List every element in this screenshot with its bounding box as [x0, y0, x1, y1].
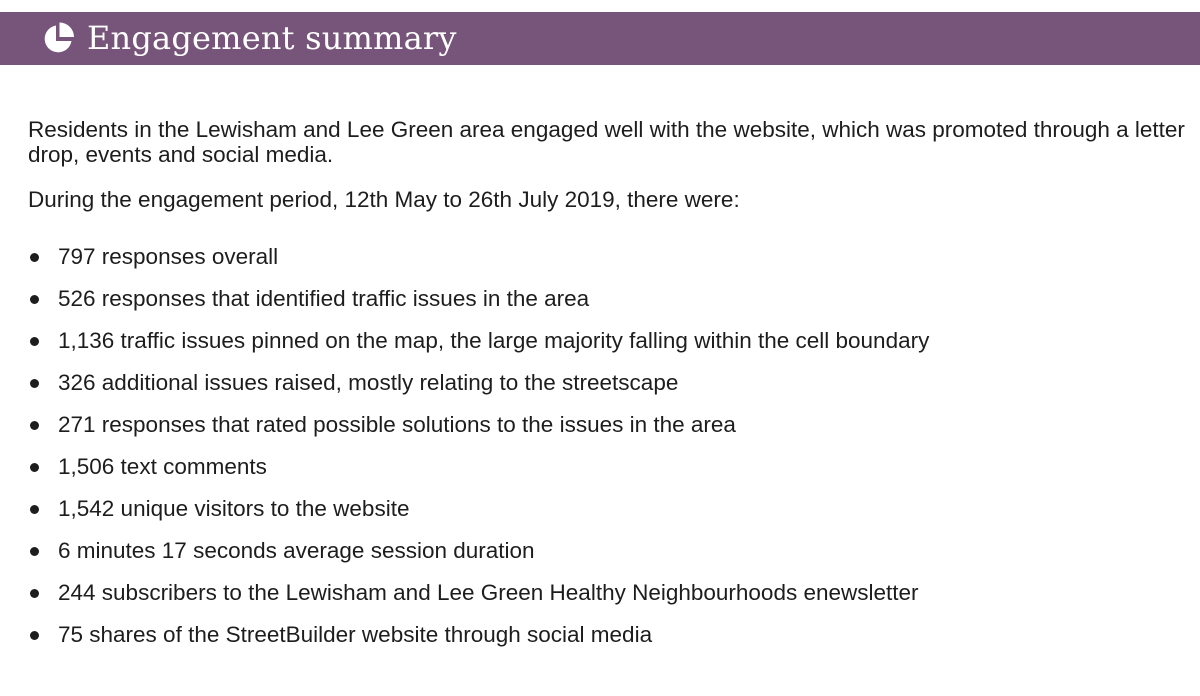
list-item-text: 526 responses that identified traffic issues in the area [58, 286, 590, 311]
engagement-period-paragraph: During the engagement period, 12th May to 26th July 2019, there were: [28, 187, 740, 212]
list-item-text: 6 minutes 17 seconds average session duration [58, 538, 535, 563]
list-item-text: 326 additional issues raised, mostly relating to the streetscape [58, 370, 679, 395]
bullet-icon [30, 547, 39, 556]
list-item [28, 244, 1188, 269]
list-item-text: 75 shares of the StreetBuilder website through social media [58, 622, 653, 647]
list-item [28, 538, 1188, 563]
list-item-text: 244 subscribers to the Lewisham and Lee Green Healthy Neighbourhoods enewsletter [58, 580, 919, 605]
list-item [28, 370, 1188, 395]
list-item [28, 328, 1188, 353]
intro-paragraph: Residents in the Lewisham and Lee Green area engaged well with the website, which was promoted through a letter drop, events and social media. [28, 117, 1185, 167]
list-item-text: 271 responses that rated possible solutions to the issues in the area [58, 412, 736, 437]
bullet-icon [30, 253, 39, 262]
list-item-text: 1,506 text comments [58, 454, 267, 479]
list-item [28, 412, 1188, 437]
pie-chart-icon [41, 22, 75, 56]
list-item-text: 1,136 traffic issues pinned on the map, the large majority falling within the cell boundary [58, 328, 930, 353]
bullet-icon [30, 631, 39, 640]
list-item [28, 496, 1188, 521]
bullet-icon [30, 463, 39, 472]
summary-content [28, 117, 1188, 664]
page-title: Engagement summary [87, 19, 457, 57]
section-header [0, 12, 1200, 65]
statistics-list [28, 244, 1188, 647]
list-item [28, 580, 1188, 605]
bullet-icon [30, 337, 39, 346]
bullet-icon [30, 505, 39, 514]
list-item [28, 286, 1188, 311]
bullet-icon [30, 379, 39, 388]
bullet-icon [30, 589, 39, 598]
list-item [28, 622, 1188, 647]
bullet-icon [30, 421, 39, 430]
list-item-text: 1,542 unique visitors to the website [58, 496, 410, 521]
bullet-icon [30, 295, 39, 304]
list-item-text: 797 responses overall [58, 244, 279, 269]
list-item [28, 454, 1188, 479]
